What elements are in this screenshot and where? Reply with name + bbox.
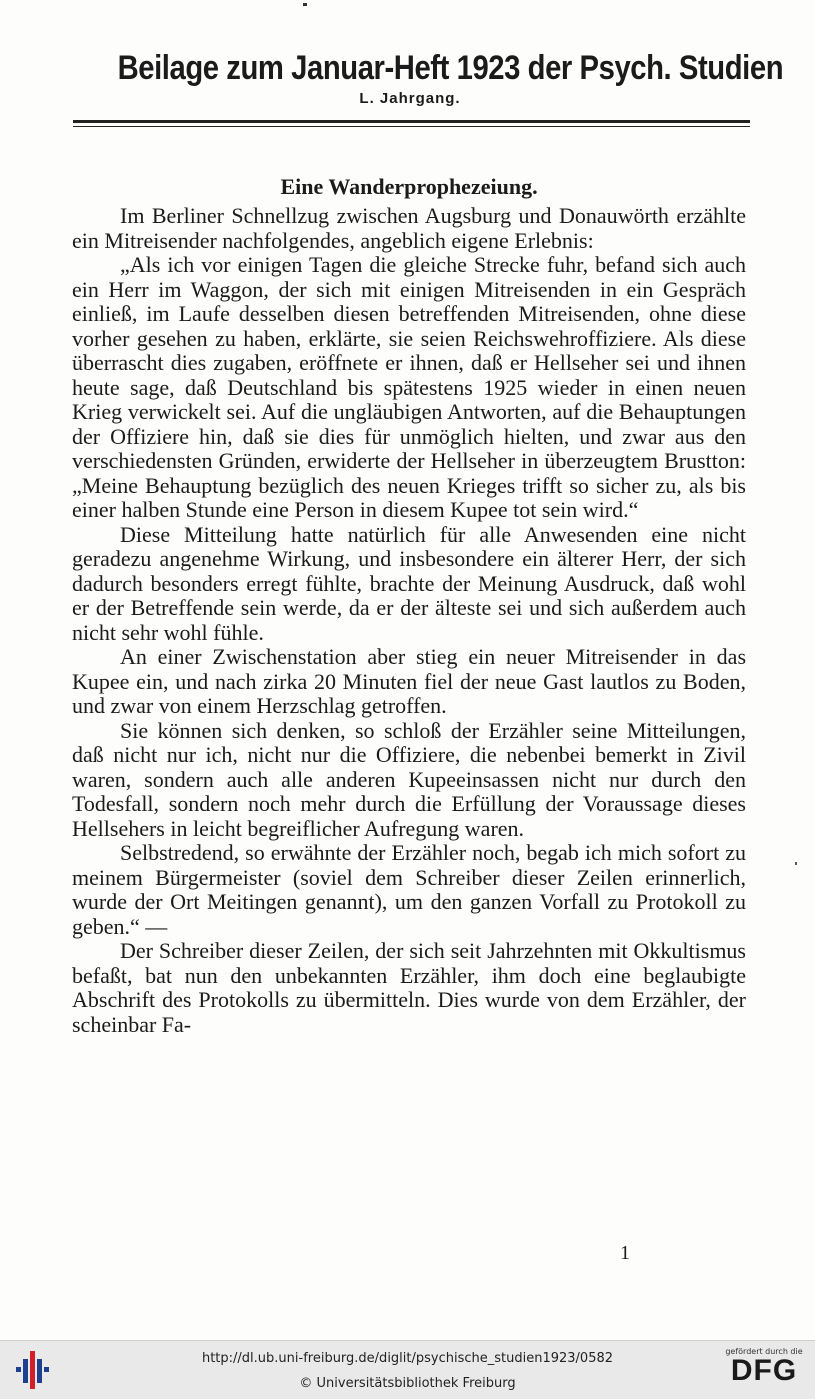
- volume-label: L. Jahrgang.: [359, 90, 461, 107]
- copyright-notice: © Universitätsbibliothek Freiburg: [299, 1376, 516, 1391]
- scan-speck: [795, 862, 797, 865]
- header-rule-thin: [73, 126, 750, 127]
- paragraph-3: Diese Mitteilung hatte natürlich für alle Anwesenden eine nicht geradezu angenehme Wirkung, und insbesondere ein älterer Herr, der sich dadurch besonders erregt fühlte, brachte der Meinung Ausdruck, daß wohl er der Betreffende sein werde, da er der älteste sei und sich außerdem auch nicht sehr wohl fühle.: [72, 521, 746, 645]
- viewer-footer: [0, 1340, 815, 1399]
- header-rule-thick: [73, 120, 750, 123]
- article-body: [72, 204, 746, 1037]
- dfg-logo: DFG: [730, 1354, 798, 1387]
- document-url-link[interactable]: http://dl.ub.uni-freiburg.de/diglit/psychische_studien1923/0582: [201, 1351, 614, 1366]
- page-number: 1: [620, 1242, 630, 1264]
- paragraph-6: Selbstredend, so erwähnte der Erzähler noch, begab ich mich sofort zu meinem Bürgermeister (soviel dem Schreiber dieser Zeilen erinnerlich, wurde der Ort Meitingen genannt), um den ganzen Vorfall zu Protokoll zu geben.“ —: [72, 840, 746, 939]
- paragraph-7: Der Schreiber dieser Zeilen, der sich seit Jahrzehnten mit Okkultismus befaßt, bat nun den unbekannten Erzähler, ihm doch eine beglaubigte Abschrift des Protokolls zu übermitteln. Dies wurde von dem Erzähler, der scheinbar Fa-: [72, 938, 746, 1037]
- dfg-caption: gefördert durch die: [725, 1347, 803, 1356]
- paragraph-1: Im Berliner Schnellzug zwischen Augsburg und Donauwörth erzählte ein Mitreisender nachfolgendes, angeblich eigene Erlebnis:: [72, 203, 746, 253]
- dfg-badge[interactable]: [718, 1347, 810, 1395]
- paragraph-5: Sie können sich denken, so schloß der Erzähler seine Mitteilungen, daß nicht nur ich, nicht nur die Offiziere, die nebenbei bemerkt in Zivil waren, sondern auch alle anderen Kupeeinsassen nicht nur durch den Todesfall, sondern noch mehr durch die Erfüllung der Voraussage dieses Hellsehers in leicht begreiflicher Aufregung waren.: [72, 717, 746, 841]
- masthead-title: Beilage zum Januar-Heft 1923 der Psych. Studien: [117, 49, 784, 87]
- scan-mark: [303, 3, 307, 6]
- paragraph-4: An einer Zwischenstation aber stieg ein neuer Mitreisender in das Kupee ein, und nach zirka 20 Minuten fiel der neue Gast lautlos zu Boden, und zwar von einem Herzschlag getroffen.: [72, 644, 746, 718]
- paragraph-2: „Als ich vor einigen Tagen die gleiche Strecke fuhr, befand sich auch ein Herr im Waggon, der sich mit einigen Mitreisenden in ein Gespräch einließ, im Laufe desselben diesen betreffenden Mitreisenden, ohne diese vorher gesehen zu haben, erklärte, sie seien Reichswehroffiziere. Als diese überrascht dies zugaben, eröffnete er ihnen, daß er Hellseher sei und ihnen heute sage, daß Deutschland bis spätestens 1925 wieder in einen neuen Krieg verwickelt sei. Auf die ungläubigen Antworten, auf die Behauptungen der Offiziere hin, daß sie dies für unmöglich hielten, und zwar aus den verschiedensten Gründen, erwiderte der Hellseher in überzeugtem Brustton: „Meine Behauptung bezüglich des neuen Krieges trifft so sicher zu, als bis einer halben Stunde eine Person in diesem Kupee tot sein wird.“: [72, 252, 746, 522]
- article-title: Eine Wanderprophezeiung.: [280, 174, 538, 199]
